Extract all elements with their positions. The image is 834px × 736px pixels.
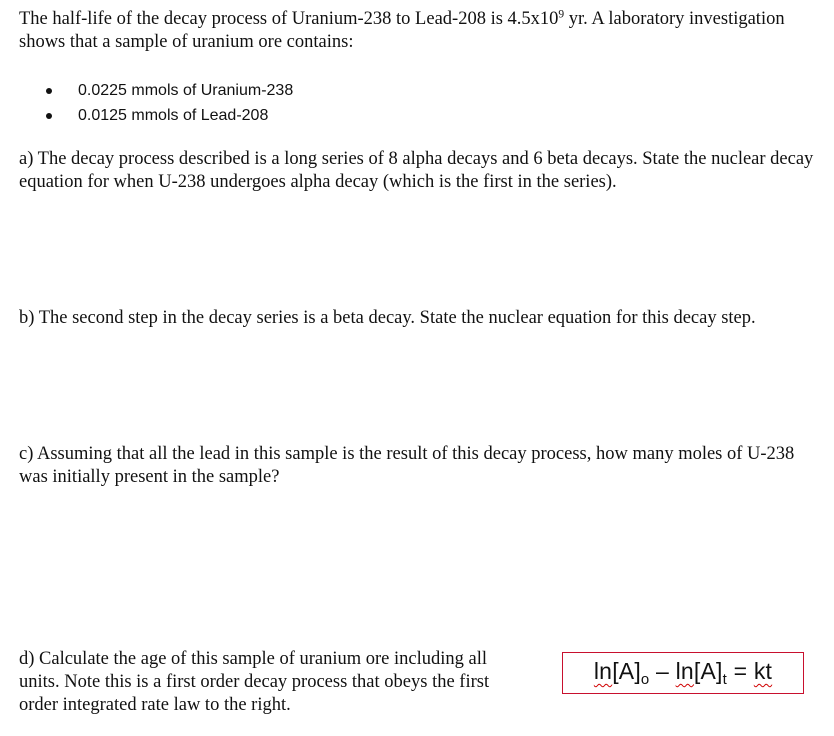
ln-term: ln (675, 657, 694, 684)
minus-sign: – (649, 657, 676, 684)
question-d: d) Calculate the age of this sample of uranium ore including all units. Note this is a first order decay process that obeys the first order integrated rate law to the right. (19, 649, 490, 715)
equals-sign: = (727, 657, 754, 684)
question-c: c) Assuming that all the lead in this sample is the result of this decay process, how many moles of U-238 was initially present in the sample? (19, 444, 795, 487)
concentration-time: [A] (693, 657, 723, 684)
half-life-exponent: 9 (558, 8, 565, 21)
question-b: b) The second step in the decay series is a beta decay. State the nuclear equation for this decay step. (19, 308, 756, 328)
formula (594, 658, 772, 688)
list-item (46, 103, 293, 128)
intro-paragraph (19, 8, 819, 54)
kt-term: kt (753, 657, 773, 684)
bullet-icon (46, 88, 52, 94)
subscript-initial: o (640, 671, 650, 689)
intro-text-end: yr. A laboratory investigation shows that a sample of uranium ore contains: (19, 9, 785, 52)
bullet-icon (46, 113, 52, 119)
list-item (46, 78, 293, 103)
ln-term: ln (593, 657, 613, 684)
intro-text-start: The half-life of the decay process of Uranium-238 to Lead-208 is 4.5x10 (19, 9, 559, 29)
subscript-time: t (722, 671, 728, 689)
question-a: a) The decay process described is a long series of 8 alpha decays and 6 beta decays. State the nuclear decay equation for when U-238 undergoes alpha decay (which is the first in the series). (19, 149, 814, 192)
rate-law-formula-box (562, 652, 804, 694)
bullet-text: 0.0225 mmols of Uranium-238 (78, 81, 294, 99)
sample-contents-list (46, 78, 293, 128)
bullet-text: 0.0125 mmols of Lead-208 (78, 106, 269, 124)
concentration-initial: [A] (612, 657, 641, 684)
